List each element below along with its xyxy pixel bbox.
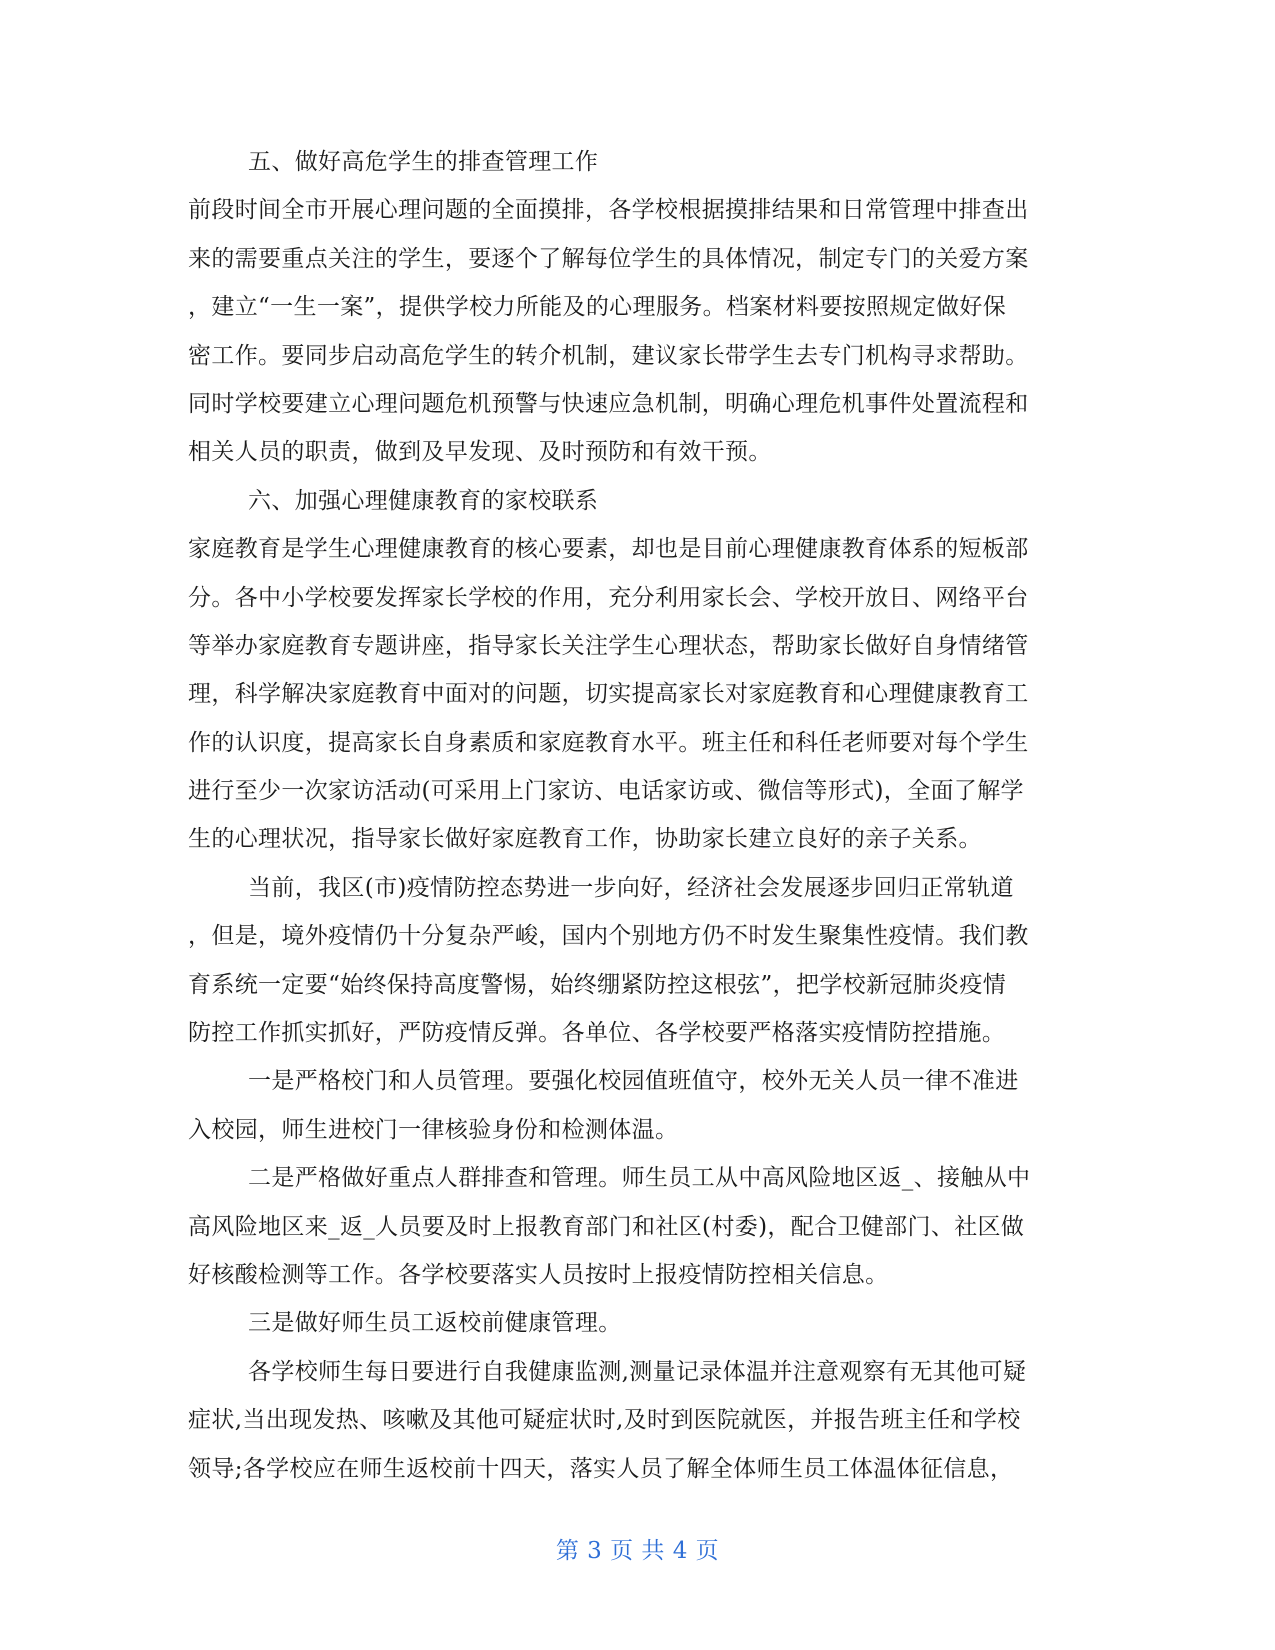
text-line-2: 前段时间全市开展心理问题的全面摸排，各学校根据摸排结果和日常管理中排查出	[188, 197, 1029, 224]
text-line-15: 生的心理状况，指导家长做好家庭教育工作，协助家长建立良好的亲子关系。	[188, 826, 982, 853]
text-line-17: ，但是，境外疫情仍十分复杂严峻，国内个别地方仍不时发生聚集性疫情。我们教	[188, 923, 1029, 950]
text-line-3: 来的需要重点关注的学生，要逐个了解每位学生的具体情况，制定专门的关爱方案	[188, 245, 1029, 272]
text-line-12: 理，科学解决家庭教育中面对的问题，切实提高家长对家庭教育和心理健康教育工	[188, 681, 1029, 708]
text-line-21: 入校园，师生进校门一律核验身份和检测体温。	[188, 1116, 679, 1143]
text-line-13: 作的认识度，提高家长自身素质和家庭教育水平。班主任和科任老师要对每个学生	[188, 729, 1029, 756]
text-line-28: 领导;各学校应在师生返校前十四天，落实人员了解全体师生员工体温体征信息，	[188, 1455, 1014, 1482]
text-line-26: 各学校师生每日要进行自我健康监测,测量记录体温并注意观察有无其他可疑	[248, 1358, 1027, 1385]
text-line-10: 分。各中小学校要发挥家长学校的作用，充分利用家长会、学校开放日、网络平台	[188, 584, 1029, 611]
text-line-24: 好核酸检测等工作。各学校要落实人员按时上报疫情防控相关信息。	[188, 1261, 889, 1288]
document-body	[188, 138, 1088, 1508]
text-line-16: 当前，我区(市)疫情防控态势进一步向好，经济社会发展逐步回归正常轨道	[248, 874, 1014, 901]
text-line-14: 进行至少一次家访活动(可采用上门家访、电话家访或、微信等形式)，全面了解学	[188, 778, 1024, 805]
text-line-22: 二是严格做好重点人群排查和管理。师生员工从中高风险地区返_、接触从中	[248, 1165, 1031, 1192]
text-line-19: 防控工作抓实抓好，严防疫情反弹。各单位、各学校要严格落实疫情防控措施。	[188, 1020, 1006, 1047]
text-line-18: 育系统一定要“始终保持高度警惕，始终绷紧防控这根弦”，把学校新冠肺炎疫情	[188, 971, 1007, 998]
text-line-5: 密工作。要同步启动高危学生的转介机制，建议家长带学生去专门机构寻求帮助。	[188, 342, 1029, 369]
text-line-6: 同时学校要建立心理问题危机预警与快速应急机制，明确心理危机事件处置流程和	[188, 390, 1029, 417]
text-line-25: 三是做好师生员工返校前健康管理。	[248, 1310, 622, 1337]
text-line-11: 等举办家庭教育专题讲座，指导家长关注学生心理状态，帮助家长做好自身情绪管	[188, 632, 1029, 659]
text-line-23: 高风险地区来_返_人员要及时上报教育部门和社区(村委)，配合卫健部门、社区做	[188, 1213, 1025, 1240]
text-line-8: 六、加强心理健康教育的家校联系	[248, 487, 599, 514]
text-line-27: 症状,当出现发热、咳嗽及其他可疑症状时,及时到医院就医，并报告班主任和学校	[188, 1407, 1021, 1434]
text-line-1: 五、做好高危学生的排查管理工作	[248, 149, 599, 175]
text-line-7: 相关人员的职责，做到及早发现、及时预防和有效干预。	[188, 439, 772, 466]
text-line-4: ，建立“一生一案”，提供学校力所能及的心理服务。档案材料要按照规定做好保	[188, 294, 1007, 321]
page-number-footer: 第 3 页 共 4 页	[555, 1538, 720, 1564]
text-line-9: 家庭教育是学生心理健康教育的核心要素，却也是目前心理健康教育体系的短板部	[188, 536, 1029, 563]
text-line-20: 一是严格校门和人员管理。要强化校园值班值守，校外无关人员一律不准进	[248, 1068, 1019, 1095]
